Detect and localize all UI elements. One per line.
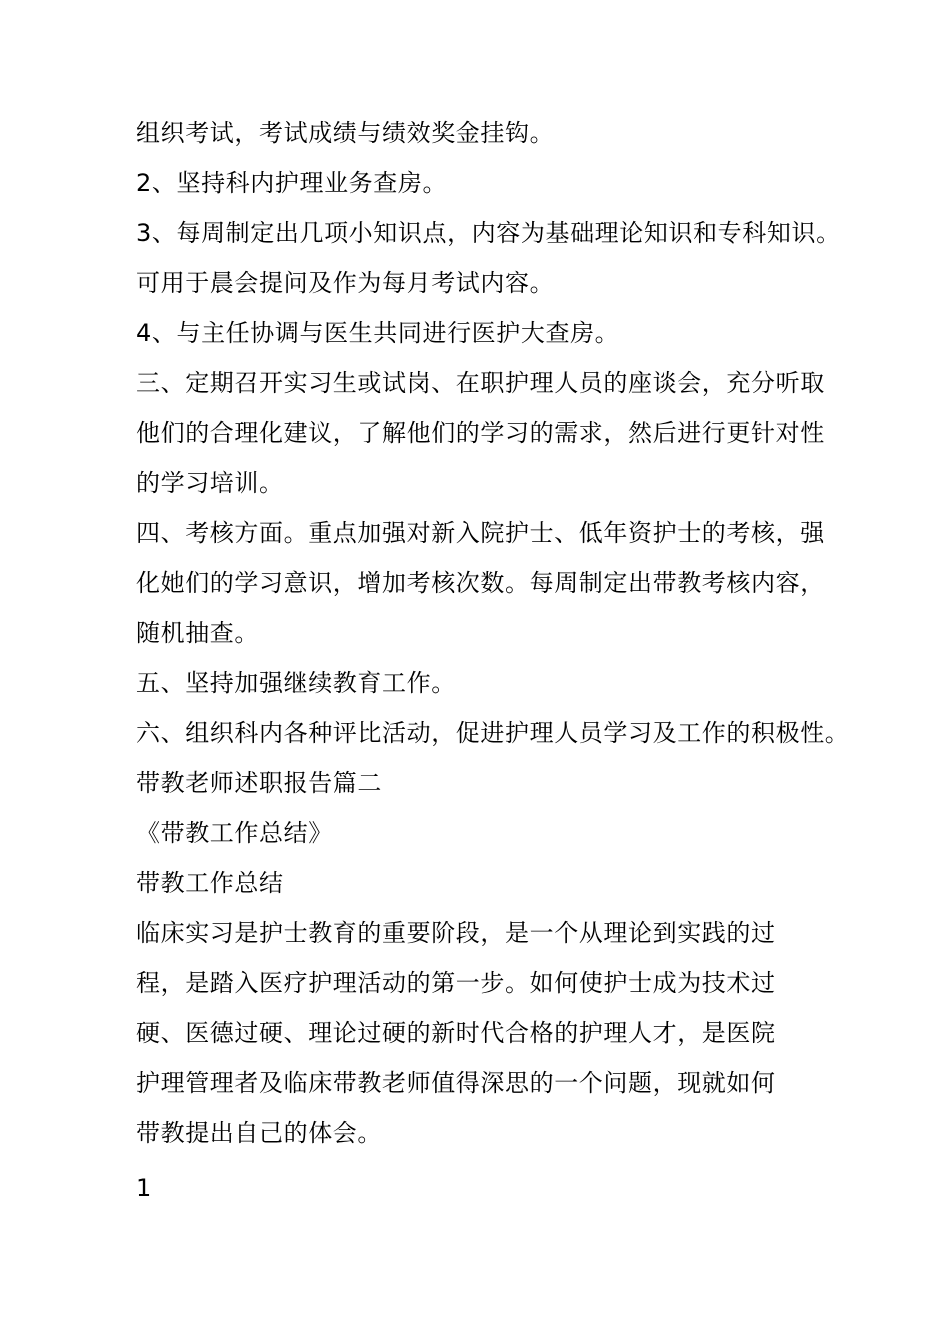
text-line: 化她们的学习意识，增加考核次数。每周制定出带教考核内容， — [136, 569, 825, 597]
text-line: 五、坚持加强继续教育工作。 — [136, 669, 456, 697]
section-heading: 带教老师述职报告篇二 — [136, 769, 382, 797]
document-title: 《带教工作总结》 — [136, 819, 333, 847]
text-line: 护理管理者及临床带教老师值得深思的一个问题，现就如何 — [136, 1069, 776, 1097]
text-line: 程，是踏入医疗护理活动的第一步。如何使护士成为技术过 — [136, 969, 776, 997]
text-line: 可用于晨会提问及作为每月考试内容。 — [136, 269, 555, 297]
text-line: 带教提出自己的体会。 — [136, 1119, 382, 1147]
text-line: 他们的合理化建议，了解他们的学习的需求，然后进行更针对性 — [136, 419, 825, 447]
text-line: 随机抽查。 — [136, 619, 259, 647]
text-line: 3、每周制定出几项小知识点，内容为基础理论知识和专科知识。 — [136, 219, 841, 247]
text-line: 六、组织科内各种评比活动，促进护理人员学习及工作的积极性。 — [136, 719, 850, 747]
text-line: 4、与主任协调与医生共同进行医护大查房。 — [136, 319, 620, 347]
text-line: 组织考试，考试成绩与绩效奖金挂钩。 — [136, 119, 555, 147]
text-line: 三、定期召开实习生或试岗、在职护理人员的座谈会，充分听取 — [136, 369, 825, 397]
text-line: 四、考核方面。重点加强对新入院护士、低年资护士的考核，强 — [136, 519, 825, 547]
text-line: 硬、医德过硬、理论过硬的新时代合格的护理人才，是医院 — [136, 1019, 776, 1047]
text-line: 临床实习是护士教育的重要阶段，是一个从理论到实践的过 — [136, 919, 776, 947]
page-number: 1 — [136, 1174, 152, 1202]
subheading: 带教工作总结 — [136, 869, 284, 897]
text-line: 的学习培训。 — [136, 469, 284, 497]
text-line: 2、坚持科内护理业务查房。 — [136, 169, 448, 197]
